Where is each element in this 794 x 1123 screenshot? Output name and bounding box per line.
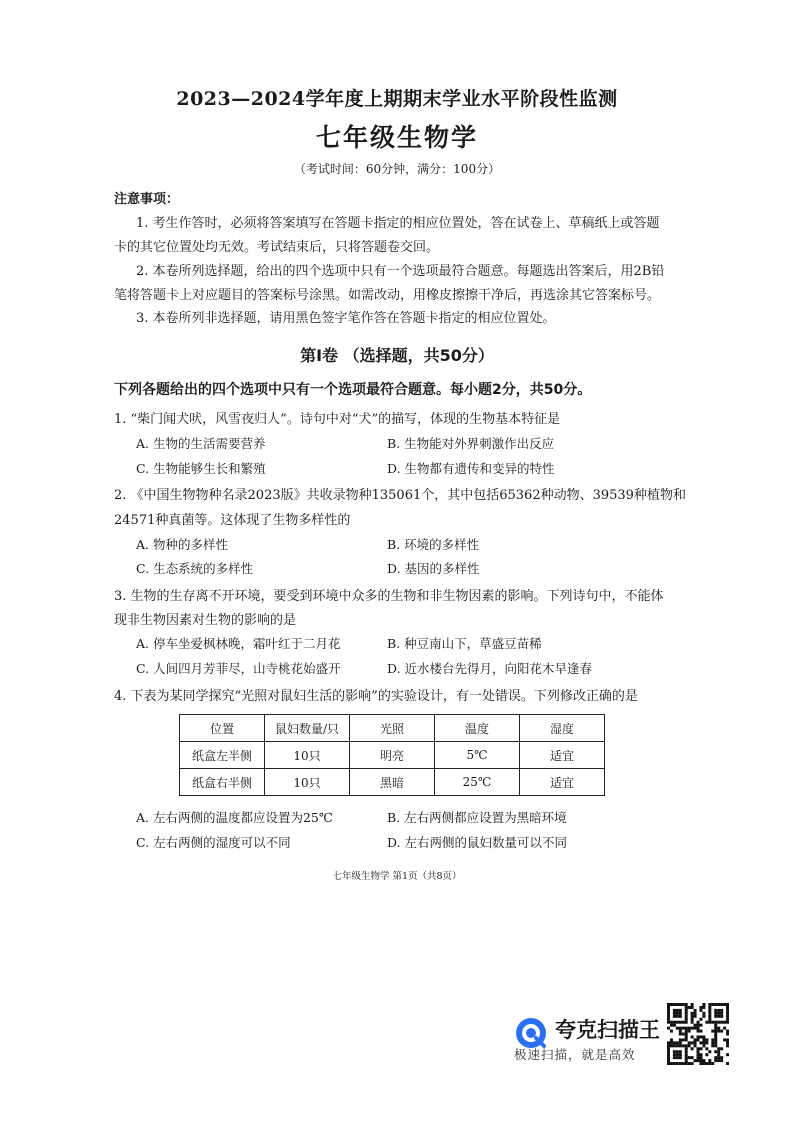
- qr-module: [699, 1024, 702, 1027]
- qr-module: [720, 1003, 723, 1006]
- qr-module: [720, 1056, 723, 1059]
- qr-module: [688, 1056, 691, 1059]
- table-header: 位置: [180, 715, 265, 742]
- qr-module: [694, 1059, 697, 1062]
- qr-module: [685, 1003, 688, 1006]
- qr-module: [714, 1012, 717, 1015]
- table-cell: 适宜: [520, 769, 605, 796]
- qr-module: [723, 1003, 726, 1006]
- qr-module: [720, 1047, 723, 1050]
- qr-module: [717, 1030, 720, 1033]
- qr-module: [697, 1027, 700, 1030]
- qr-module: [699, 1047, 702, 1050]
- qr-module: [705, 1021, 708, 1024]
- qr-module: [691, 1015, 694, 1018]
- note-line: 2. 本卷所列选择题，给出的四个选项中只有一个选项最符合题意。每题选出答案后，用2B铅: [136, 264, 665, 279]
- qr-module: [697, 1047, 700, 1050]
- qr-module: [714, 1003, 717, 1006]
- table-header-row: [180, 715, 605, 742]
- qr-module: [670, 1038, 673, 1041]
- qr-module: [685, 1021, 688, 1024]
- qr-module: [720, 1030, 723, 1033]
- qr-module: [691, 1021, 694, 1024]
- exam-title: 2023—2024学年度上期期末学业水平阶段性监测: [176, 88, 618, 110]
- option-b: B. 左右两侧都应设置为黑暗环境: [387, 810, 567, 825]
- qr-module: [676, 1041, 679, 1044]
- qr-module: [667, 1047, 670, 1050]
- table-header: 鼠妇数量/只: [265, 715, 350, 742]
- question-stem: 2. 《中国生物物种名录2023版》共收录物种135061个，其中包括65362种动物、39539种植物和: [114, 488, 686, 503]
- qr-module: [676, 1003, 679, 1006]
- table-cell: 明亮: [350, 742, 435, 769]
- qr-module: [685, 1030, 688, 1033]
- qr-module: [699, 1041, 702, 1044]
- qr-module: [685, 1015, 688, 1018]
- qr-module: [667, 1003, 670, 1006]
- qr-module: [688, 1006, 691, 1009]
- qr-module: [670, 1041, 673, 1044]
- qr-module: [679, 1062, 682, 1065]
- qr-module: [697, 1053, 700, 1056]
- qr-module: [699, 1059, 702, 1062]
- qr-module: [676, 1062, 679, 1065]
- question-stem: 4. 下表为某同学探究“光照对鼠妇生活的影响”的实验设计，有一处错误。下列修改正确的是: [114, 689, 638, 704]
- watermark-brand: 夸克扫描王: [555, 1018, 660, 1042]
- qr-module: [679, 1056, 682, 1059]
- option-c: C. 生物能够生长和繁殖: [136, 461, 266, 476]
- qr-module: [717, 1012, 720, 1015]
- qr-module: [708, 1018, 711, 1021]
- qr-module: [667, 1053, 670, 1056]
- qr-module: [679, 1038, 682, 1041]
- qr-module: [717, 1059, 720, 1062]
- qr-module: [697, 1030, 700, 1033]
- qr-module: [705, 1062, 708, 1065]
- qr-module: [702, 1041, 705, 1044]
- table-header: 湿度: [520, 715, 605, 742]
- qr-module: [691, 1056, 694, 1059]
- qr-module: [676, 1021, 679, 1024]
- qr-module: [673, 1056, 676, 1059]
- qr-module: [717, 1053, 720, 1056]
- qr-module: [685, 1038, 688, 1041]
- qr-module: [670, 1003, 673, 1006]
- qr-module: [699, 1035, 702, 1038]
- qr-module: [702, 1059, 705, 1062]
- qr-module: [726, 1012, 729, 1015]
- qr-module: [682, 1033, 685, 1036]
- question-stem: 3. 生物的生存离不开环境，要受到环境中众多的生物和非生物因素的影响。下列诗句中，不能体: [114, 589, 664, 604]
- note-line: 笔将答题卡上对应题目的答案标号涂黑。如需改动，用橡皮擦擦干净后，再选涂其它答案标号。: [114, 288, 661, 303]
- qr-module: [697, 1059, 700, 1062]
- qr-module: [711, 1030, 714, 1033]
- qr-module: [682, 1027, 685, 1030]
- qr-module: [708, 1015, 711, 1018]
- qr-module: [726, 1015, 729, 1018]
- qr-module: [714, 1035, 717, 1038]
- qr-module: [679, 1030, 682, 1033]
- qr-module: [697, 1050, 700, 1053]
- experiment-table: [179, 714, 605, 796]
- qr-module: [679, 1041, 682, 1044]
- qr-module: [711, 1041, 714, 1044]
- table-cell: 黑暗: [350, 769, 435, 796]
- qr-module: [691, 1012, 694, 1015]
- qr-module: [694, 1012, 697, 1015]
- qr-module: [673, 1015, 676, 1018]
- qr-module: [688, 1030, 691, 1033]
- table-cell: 纸盒左半侧: [180, 742, 265, 769]
- qr-module: [717, 1009, 720, 1012]
- option-a: A. 物种的多样性: [136, 537, 228, 552]
- section-instruction: 下列各题给出的四个选项中只有一个选项最符合题意。每小题2分，共50分。: [114, 382, 592, 398]
- qr-module: [708, 1021, 711, 1024]
- option-b: B. 种豆南山下，草盛豆苗稀: [387, 636, 542, 651]
- qr-module: [679, 1050, 682, 1053]
- qr-module: [708, 1003, 711, 1006]
- qr-module: [720, 1012, 723, 1015]
- qr-module: [673, 1053, 676, 1056]
- qr-module: [717, 1021, 720, 1024]
- qr-module: [714, 1038, 717, 1041]
- option-a: A. 停车坐爱枫林晚，霜叶红于二月花: [136, 636, 341, 651]
- qr-module: [711, 1003, 714, 1006]
- qr-module: [699, 1018, 702, 1021]
- question-stem: 24571种真菌等。这体现了生物多样性的: [114, 513, 351, 528]
- qr-module: [697, 1038, 700, 1041]
- qr-module: [702, 1038, 705, 1041]
- qr-module: [682, 1021, 685, 1024]
- qr-module: [679, 1015, 682, 1018]
- qr-module: [702, 1012, 705, 1015]
- qr-module: [679, 1003, 682, 1006]
- section-title: 第Ⅰ卷 （选择题，共50分）: [300, 346, 494, 365]
- qr-module: [694, 1038, 697, 1041]
- qr-module: [667, 1009, 670, 1012]
- qr-module: [682, 1044, 685, 1047]
- qr-module: [726, 1030, 729, 1033]
- qr-module: [673, 1050, 676, 1053]
- qr-module: [726, 1033, 729, 1036]
- qr-module: [694, 1027, 697, 1030]
- note-line: 卡的其它位置处均无效。考试结束后，只将答题卷交回。: [114, 240, 440, 255]
- table-cell: 10只: [265, 769, 350, 796]
- option-d: D. 近水楼台先得月，向阳花木早逢春: [387, 661, 593, 676]
- qr-module: [685, 1033, 688, 1036]
- note-line: 1. 考生作答时，必须将答案填写在答题卡指定的相应位置处，答在试卷上、草稿纸上或答题: [136, 216, 660, 231]
- qr-module: [702, 1015, 705, 1018]
- qr-module: [717, 1003, 720, 1006]
- option-d: D. 基因的多样性: [387, 561, 480, 576]
- qr-module: [691, 1047, 694, 1050]
- qr-module: [711, 1021, 714, 1024]
- qr-module: [711, 1038, 714, 1041]
- qr-module: [726, 1044, 729, 1047]
- qr-module: [688, 1027, 691, 1030]
- qr-module: [685, 1059, 688, 1062]
- qr-module: [667, 1044, 670, 1047]
- qr-module: [679, 1012, 682, 1015]
- qr-module: [685, 1044, 688, 1047]
- qr-module: [726, 1041, 729, 1044]
- qr-module: [720, 1009, 723, 1012]
- qr-module: [714, 1056, 717, 1059]
- qr-module: [694, 1024, 697, 1027]
- table-cell: 25℃: [435, 769, 520, 796]
- qr-module: [699, 1062, 702, 1065]
- qr-module: [726, 1062, 729, 1065]
- qr-module: [676, 1050, 679, 1053]
- qr-module: [697, 1035, 700, 1038]
- watermark-slogan: 极速扫描，就是高效: [514, 1047, 636, 1062]
- option-c: C. 左右两侧的湿度可以不同: [136, 835, 291, 850]
- qr-module: [726, 1021, 729, 1024]
- qr-module: [699, 1009, 702, 1012]
- qr-module: [673, 1012, 676, 1015]
- qr-module: [685, 1018, 688, 1021]
- qr-module: [726, 1018, 729, 1021]
- qr-module: [708, 1006, 711, 1009]
- question-stem: 1. “柴门闻犬吠，风雪夜归人”。诗句中对“犬”的描写，体现的生物基本特征是: [114, 412, 561, 427]
- notes-heading: 注意事项：: [114, 192, 180, 207]
- qr-module: [714, 1041, 717, 1044]
- qr-module: [702, 1003, 705, 1006]
- table-header: 光照: [350, 715, 435, 742]
- qr-module: [726, 1009, 729, 1012]
- qr-module: [676, 1044, 679, 1047]
- table-row: [180, 742, 605, 769]
- qr-module: [726, 1038, 729, 1041]
- qr-module: [714, 1021, 717, 1024]
- qr-module: [679, 1009, 682, 1012]
- qr-module: [723, 1021, 726, 1024]
- qr-module: [702, 1044, 705, 1047]
- qr-module: [670, 1021, 673, 1024]
- qr-module: [699, 1056, 702, 1059]
- option-b: B. 生物能对外界刺激作出反应: [387, 436, 555, 451]
- qr-module: [688, 1041, 691, 1044]
- qr-module: [705, 1038, 708, 1041]
- qr-module: [685, 1012, 688, 1015]
- qr-module: [717, 1050, 720, 1053]
- qr-module: [670, 1062, 673, 1065]
- qr-module: [691, 1003, 694, 1006]
- table-cell: 10只: [265, 742, 350, 769]
- qr-module: [673, 1009, 676, 1012]
- table-header: 温度: [435, 715, 520, 742]
- qr-module: [673, 1003, 676, 1006]
- page-footer: 七年级生物学 第1页（共8页）: [332, 871, 462, 882]
- qr-module: [691, 1041, 694, 1044]
- qr-module: [726, 1006, 729, 1009]
- option-c: C. 生态系统的多样性: [136, 561, 254, 576]
- qr-module: [667, 1021, 670, 1024]
- qr-module: [667, 1015, 670, 1018]
- qr-module: [682, 1062, 685, 1065]
- qr-module: [673, 1041, 676, 1044]
- qr-module: [699, 1030, 702, 1033]
- qr-module: [691, 1035, 694, 1038]
- qr-module: [720, 1059, 723, 1062]
- qr-module: [688, 1062, 691, 1065]
- qr-module: [667, 1027, 670, 1030]
- option-d: D. 左右两侧的鼠妇数量可以不同: [387, 835, 568, 850]
- qr-module: [711, 1044, 714, 1047]
- qr-module: [699, 1006, 702, 1009]
- qr-module: [711, 1062, 714, 1065]
- qr-module: [705, 1053, 708, 1056]
- qr-module: [679, 1033, 682, 1036]
- qr-module: [723, 1038, 726, 1041]
- exam-info: （考试时间：60分钟，满分：100分）: [293, 162, 501, 176]
- qr-module: [670, 1044, 673, 1047]
- qr-module: [667, 1056, 670, 1059]
- subject-title: 七年级生物学: [315, 123, 478, 152]
- qr-module: [676, 1053, 679, 1056]
- qr-module: [705, 1047, 708, 1050]
- qr-module: [685, 1047, 688, 1050]
- table-cell: 5℃: [435, 742, 520, 769]
- qr-module: [673, 1021, 676, 1024]
- qr-module: [685, 1006, 688, 1009]
- option-d: D. 生物都有遗传和变异的特性: [387, 461, 555, 476]
- qr-module: [685, 1062, 688, 1065]
- qr-module: [694, 1041, 697, 1044]
- qr-module: [708, 1009, 711, 1012]
- qr-module: [714, 1015, 717, 1018]
- qr-module: [667, 1012, 670, 1015]
- option-b: B. 环境的多样性: [387, 537, 480, 552]
- qr-module: [676, 1015, 679, 1018]
- qr-code-icon: [667, 1003, 729, 1065]
- qr-module: [679, 1021, 682, 1024]
- qr-module: [708, 1062, 711, 1065]
- qr-module: [708, 1012, 711, 1015]
- qr-module: [691, 1062, 694, 1065]
- qr-module: [688, 1044, 691, 1047]
- qr-module: [685, 1027, 688, 1030]
- qr-module: [691, 1027, 694, 1030]
- qr-module: [726, 1053, 729, 1056]
- qr-module: [714, 1050, 717, 1053]
- qr-module: [673, 1044, 676, 1047]
- qr-module: [720, 1015, 723, 1018]
- option-c: C. 人间四月芳菲尽，山寺桃花始盛开: [136, 661, 341, 676]
- qr-module: [708, 1059, 711, 1062]
- qr-module: [679, 1053, 682, 1056]
- qr-module: [697, 1021, 700, 1024]
- qr-module: [697, 1024, 700, 1027]
- qr-module: [679, 1044, 682, 1047]
- note-line: 3. 本卷所列非选择题，请用黑色签字笔作答在答题卡指定的相应位置处。: [136, 311, 556, 326]
- qr-module: [685, 1053, 688, 1056]
- qr-module: [676, 1012, 679, 1015]
- qr-module: [723, 1027, 726, 1030]
- qr-module: [691, 1018, 694, 1021]
- qr-module: [673, 1024, 676, 1027]
- qr-module: [667, 1006, 670, 1009]
- table-cell: 适宜: [520, 742, 605, 769]
- qr-module: [670, 1030, 673, 1033]
- qr-module: [726, 1003, 729, 1006]
- qr-module: [685, 1050, 688, 1053]
- qr-module: [717, 1015, 720, 1018]
- qr-module: [667, 1059, 670, 1062]
- qr-module: [682, 1003, 685, 1006]
- qr-module: [685, 1056, 688, 1059]
- table-row: [180, 769, 605, 796]
- qr-module: [714, 1009, 717, 1012]
- qr-module: [676, 1056, 679, 1059]
- qr-module: [717, 1047, 720, 1050]
- qr-module: [714, 1059, 717, 1062]
- qr-module: [691, 1006, 694, 1009]
- qr-module: [685, 1035, 688, 1038]
- qr-module: [702, 1062, 705, 1065]
- qr-module: [714, 1027, 717, 1030]
- qr-module: [694, 1015, 697, 1018]
- qr-module: [685, 1009, 688, 1012]
- qr-module: [714, 1024, 717, 1027]
- qr-module: [694, 1009, 697, 1012]
- qr-module: [697, 1056, 700, 1059]
- option-a: A. 左右两侧的温度都应设置为25℃: [136, 810, 333, 825]
- table-cell: 纸盒右半侧: [180, 769, 265, 796]
- qr-module: [694, 1044, 697, 1047]
- qr-module: [676, 1027, 679, 1030]
- qr-module: [679, 1027, 682, 1030]
- option-a: A. 生物的生活需要营养: [136, 436, 266, 451]
- qr-module: [667, 1050, 670, 1053]
- qr-module: [702, 1006, 705, 1009]
- qr-module: [667, 1018, 670, 1021]
- qr-module: [714, 1033, 717, 1036]
- qr-module: [682, 1038, 685, 1041]
- qr-module: [699, 1053, 702, 1056]
- qr-module: [708, 1050, 711, 1053]
- qr-module: [705, 1041, 708, 1044]
- qr-module: [670, 1024, 673, 1027]
- qr-module: [717, 1056, 720, 1059]
- qr-module: [667, 1062, 670, 1065]
- qr-module: [676, 1009, 679, 1012]
- question-stem: 现非生物因素对生物的影响的是: [114, 613, 297, 628]
- qr-module: [714, 1044, 717, 1047]
- qr-module: [714, 1030, 717, 1033]
- qr-module: [702, 1035, 705, 1038]
- qr-module: [717, 1027, 720, 1030]
- qr-module: [667, 1041, 670, 1044]
- qr-module: [673, 1062, 676, 1065]
- qr-module: [720, 1021, 723, 1024]
